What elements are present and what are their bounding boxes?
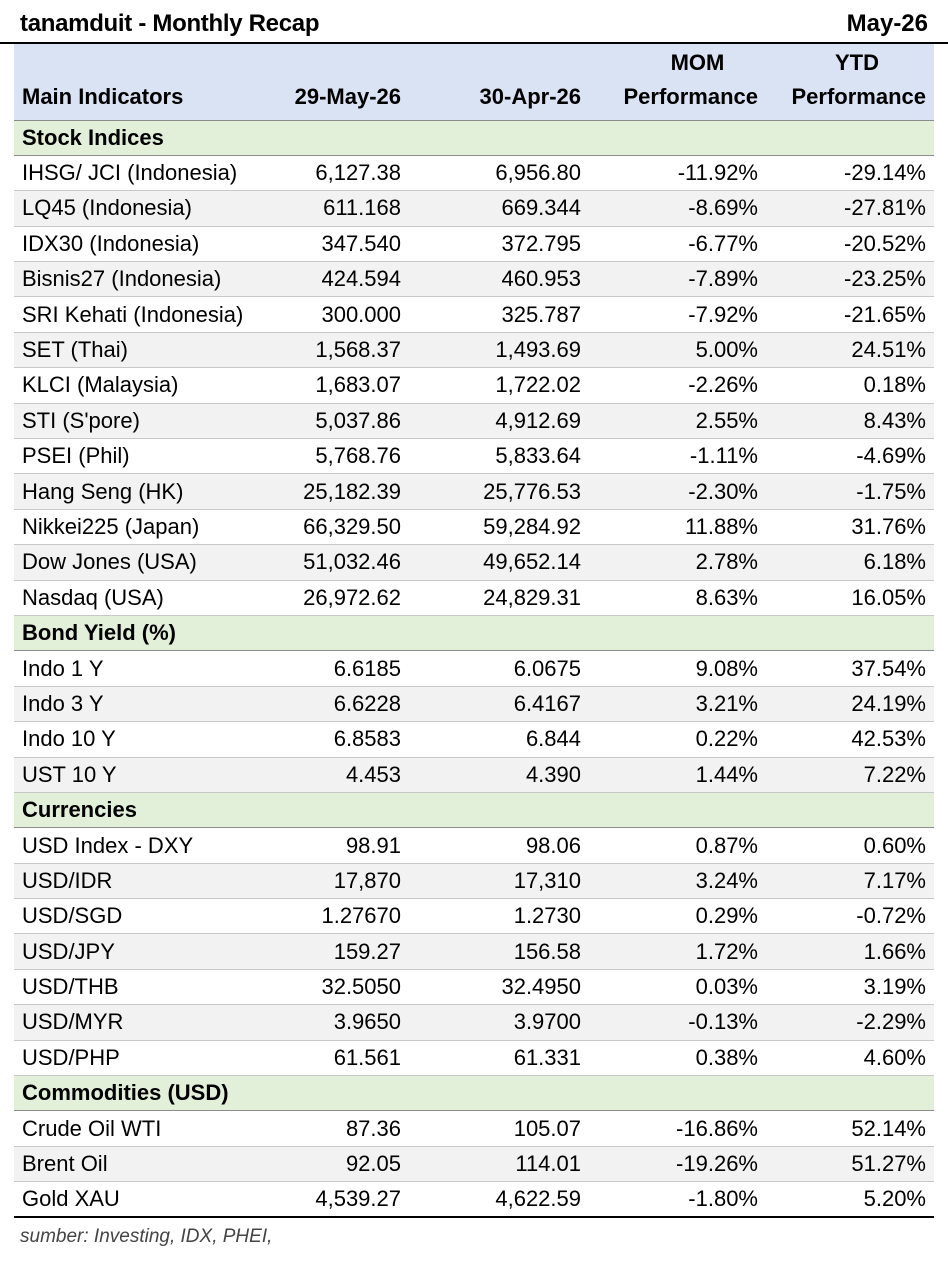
mom-performance: -16.86%: [589, 1111, 766, 1146]
indicator-name: Bisnis27 (Indonesia): [14, 262, 264, 297]
ytd-performance: -2.29%: [766, 1005, 934, 1040]
previous-value: 1.2730: [409, 899, 589, 934]
previous-value: 460.953: [409, 262, 589, 297]
current-value: 26,972.62: [264, 580, 409, 615]
indicators-table: [14, 44, 934, 1218]
ytd-performance: -0.72%: [766, 899, 934, 934]
previous-value: 61.331: [409, 1040, 589, 1075]
ytd-performance: 5.20%: [766, 1182, 934, 1217]
mom-performance: -1.80%: [589, 1182, 766, 1217]
indicator-name: LQ45 (Indonesia): [14, 191, 264, 226]
ytd-performance: -20.52%: [766, 226, 934, 261]
previous-value: 5,833.64: [409, 439, 589, 474]
ytd-performance: 0.18%: [766, 368, 934, 403]
indicator-name: Indo 1 Y: [14, 651, 264, 686]
mom-performance: -2.30%: [589, 474, 766, 509]
header-ytd-top: YTD: [835, 49, 879, 75]
mom-performance: -7.89%: [589, 262, 766, 297]
table-row: [14, 1040, 934, 1075]
previous-value: 4,912.69: [409, 403, 589, 438]
mom-performance: -2.26%: [589, 368, 766, 403]
current-value: 159.27: [264, 934, 409, 969]
previous-value: 3.9700: [409, 1005, 589, 1040]
header-current-date: 29-May-26: [264, 44, 409, 120]
table-row: [14, 509, 934, 544]
ytd-performance: 31.76%: [766, 509, 934, 544]
indicator-name: PSEI (Phil): [14, 439, 264, 474]
indicator-name: USD Index - DXY: [14, 828, 264, 863]
table-row: [14, 297, 934, 332]
table-row: [14, 545, 934, 580]
current-value: 1,683.07: [264, 368, 409, 403]
table-row: [14, 580, 934, 615]
mom-performance: 8.63%: [589, 580, 766, 615]
current-value: 611.168: [264, 191, 409, 226]
section-title: Currencies: [14, 792, 934, 827]
indicator-name: Crude Oil WTI: [14, 1111, 264, 1146]
mom-performance: -0.13%: [589, 1005, 766, 1040]
ytd-performance: -4.69%: [766, 439, 934, 474]
mom-performance: 1.44%: [589, 757, 766, 792]
table-row: [14, 899, 934, 934]
indicator-name: USD/PHP: [14, 1040, 264, 1075]
current-value: 1.27670: [264, 899, 409, 934]
indicator-name: USD/MYR: [14, 1005, 264, 1040]
mom-performance: -6.77%: [589, 226, 766, 261]
ytd-performance: 4.60%: [766, 1040, 934, 1075]
ytd-performance: -1.75%: [766, 474, 934, 509]
table-row: [14, 651, 934, 686]
current-value: 6.6228: [264, 686, 409, 721]
ytd-performance: 24.19%: [766, 686, 934, 721]
section-header: [14, 792, 934, 827]
mom-performance: 3.24%: [589, 863, 766, 898]
indicator-name: UST 10 Y: [14, 757, 264, 792]
current-value: 6.6185: [264, 651, 409, 686]
table-row: [14, 1005, 934, 1040]
current-value: 87.36: [264, 1111, 409, 1146]
indicator-name: IDX30 (Indonesia): [14, 226, 264, 261]
current-value: 61.561: [264, 1040, 409, 1075]
previous-value: 4.390: [409, 757, 589, 792]
source-note: sumber: Investing, IDX, PHEI,: [20, 1226, 273, 1247]
previous-value: 114.01: [409, 1146, 589, 1181]
page-title: tanamduit - Monthly Recap: [20, 10, 320, 37]
indicator-name: Indo 3 Y: [14, 686, 264, 721]
previous-value: 24,829.31: [409, 580, 589, 615]
header-mom-bottom: Performance: [623, 83, 758, 109]
ytd-performance: 37.54%: [766, 651, 934, 686]
mom-performance: 0.38%: [589, 1040, 766, 1075]
mom-performance: 11.88%: [589, 509, 766, 544]
mom-performance: -7.92%: [589, 297, 766, 332]
mom-performance: 0.22%: [589, 722, 766, 757]
section-title: Bond Yield (%): [14, 615, 934, 650]
table-row: [14, 332, 934, 367]
table-row: [14, 969, 934, 1004]
current-value: 4.453: [264, 757, 409, 792]
indicator-name: Brent Oil: [14, 1146, 264, 1181]
ytd-performance: 3.19%: [766, 969, 934, 1004]
current-value: 92.05: [264, 1146, 409, 1181]
section-header: [14, 120, 934, 155]
current-value: 3.9650: [264, 1005, 409, 1040]
ytd-performance: -29.14%: [766, 155, 934, 190]
mom-performance: -11.92%: [589, 155, 766, 190]
current-value: 6.8583: [264, 722, 409, 757]
previous-value: 1,722.02: [409, 368, 589, 403]
previous-value: 59,284.92: [409, 509, 589, 544]
header-mom-top: MOM: [670, 49, 725, 75]
section-title: Stock Indices: [14, 120, 934, 155]
mom-performance: -8.69%: [589, 191, 766, 226]
ytd-performance: 51.27%: [766, 1146, 934, 1181]
ytd-performance: 42.53%: [766, 722, 934, 757]
previous-value: 17,310: [409, 863, 589, 898]
mom-performance: 2.78%: [589, 545, 766, 580]
indicator-name: USD/JPY: [14, 934, 264, 969]
table-row: [14, 1182, 934, 1217]
report-month: May-26: [846, 10, 928, 37]
ytd-performance: 52.14%: [766, 1111, 934, 1146]
ytd-performance: 8.43%: [766, 403, 934, 438]
table-row: [14, 828, 934, 863]
current-value: 98.91: [264, 828, 409, 863]
table-row: [14, 262, 934, 297]
table-row: [14, 863, 934, 898]
indicator-name: Nikkei225 (Japan): [14, 509, 264, 544]
current-value: 17,870: [264, 863, 409, 898]
mom-performance: -1.11%: [589, 439, 766, 474]
ytd-performance: 7.22%: [766, 757, 934, 792]
previous-value: 49,652.14: [409, 545, 589, 580]
current-value: 66,329.50: [264, 509, 409, 544]
section-header: [14, 615, 934, 650]
previous-value: 98.06: [409, 828, 589, 863]
table-row: [14, 226, 934, 261]
current-value: 424.594: [264, 262, 409, 297]
ytd-performance: 24.51%: [766, 332, 934, 367]
indicator-name: USD/IDR: [14, 863, 264, 898]
table-row: [14, 403, 934, 438]
indicator-name: USD/SGD: [14, 899, 264, 934]
table-row: [14, 934, 934, 969]
previous-value: 105.07: [409, 1111, 589, 1146]
indicator-name: STI (S'pore): [14, 403, 264, 438]
table-row: [14, 757, 934, 792]
previous-value: 1,493.69: [409, 332, 589, 367]
indicator-name: SRI Kehati (Indonesia): [14, 297, 264, 332]
mom-performance: 5.00%: [589, 332, 766, 367]
ytd-performance: 0.60%: [766, 828, 934, 863]
ytd-performance: 6.18%: [766, 545, 934, 580]
table-header: [14, 44, 934, 120]
ytd-performance: 7.17%: [766, 863, 934, 898]
previous-value: 325.787: [409, 297, 589, 332]
previous-value: 4,622.59: [409, 1182, 589, 1217]
current-value: 300.000: [264, 297, 409, 332]
previous-value: 6.0675: [409, 651, 589, 686]
table-row: [14, 368, 934, 403]
mom-performance: 9.08%: [589, 651, 766, 686]
mom-performance: 0.87%: [589, 828, 766, 863]
ytd-performance: -21.65%: [766, 297, 934, 332]
mom-performance: 3.21%: [589, 686, 766, 721]
mom-performance: 0.03%: [589, 969, 766, 1004]
table-row: [14, 439, 934, 474]
previous-value: 6.844: [409, 722, 589, 757]
table-row: [14, 722, 934, 757]
header-previous-date: 30-Apr-26: [409, 44, 589, 120]
ytd-performance: -23.25%: [766, 262, 934, 297]
title-bar: [0, 0, 948, 44]
table-row: [14, 686, 934, 721]
current-value: 5,768.76: [264, 439, 409, 474]
current-value: 25,182.39: [264, 474, 409, 509]
table-row: [14, 474, 934, 509]
previous-value: 6,956.80: [409, 155, 589, 190]
current-value: 51,032.46: [264, 545, 409, 580]
indicator-name: IHSG/ JCI (Indonesia): [14, 155, 264, 190]
table-row: [14, 1111, 934, 1146]
current-value: 4,539.27: [264, 1182, 409, 1217]
current-value: 347.540: [264, 226, 409, 261]
previous-value: 372.795: [409, 226, 589, 261]
current-value: 1,568.37: [264, 332, 409, 367]
current-value: 5,037.86: [264, 403, 409, 438]
mom-performance: 2.55%: [589, 403, 766, 438]
indicator-name: Nasdaq (USA): [14, 580, 264, 615]
ytd-performance: -27.81%: [766, 191, 934, 226]
section-title: Commodities (USD): [14, 1076, 934, 1111]
indicator-name: Indo 10 Y: [14, 722, 264, 757]
table-body: [14, 120, 934, 1217]
indicator-name: KLCI (Malaysia): [14, 368, 264, 403]
mom-performance: -19.26%: [589, 1146, 766, 1181]
header-ytd-bottom: Performance: [791, 83, 926, 109]
current-value: 6,127.38: [264, 155, 409, 190]
previous-value: 6.4167: [409, 686, 589, 721]
table-row: [14, 155, 934, 190]
previous-value: 25,776.53: [409, 474, 589, 509]
mom-performance: 1.72%: [589, 934, 766, 969]
header-mom: [589, 44, 766, 120]
indicator-name: USD/THB: [14, 969, 264, 1004]
section-header: [14, 1076, 934, 1111]
table-row: [14, 191, 934, 226]
ytd-performance: 1.66%: [766, 934, 934, 969]
indicator-name: SET (Thai): [14, 332, 264, 367]
mom-performance: 0.29%: [589, 899, 766, 934]
ytd-performance: 16.05%: [766, 580, 934, 615]
indicator-name: Gold XAU: [14, 1182, 264, 1217]
previous-value: 32.4950: [409, 969, 589, 1004]
previous-value: 156.58: [409, 934, 589, 969]
table-row: [14, 1146, 934, 1181]
header-ytd: [766, 44, 934, 120]
indicator-name: Dow Jones (USA): [14, 545, 264, 580]
previous-value: 669.344: [409, 191, 589, 226]
header-indicator: Main Indicators: [14, 44, 264, 120]
indicator-name: Hang Seng (HK): [14, 474, 264, 509]
current-value: 32.5050: [264, 969, 409, 1004]
